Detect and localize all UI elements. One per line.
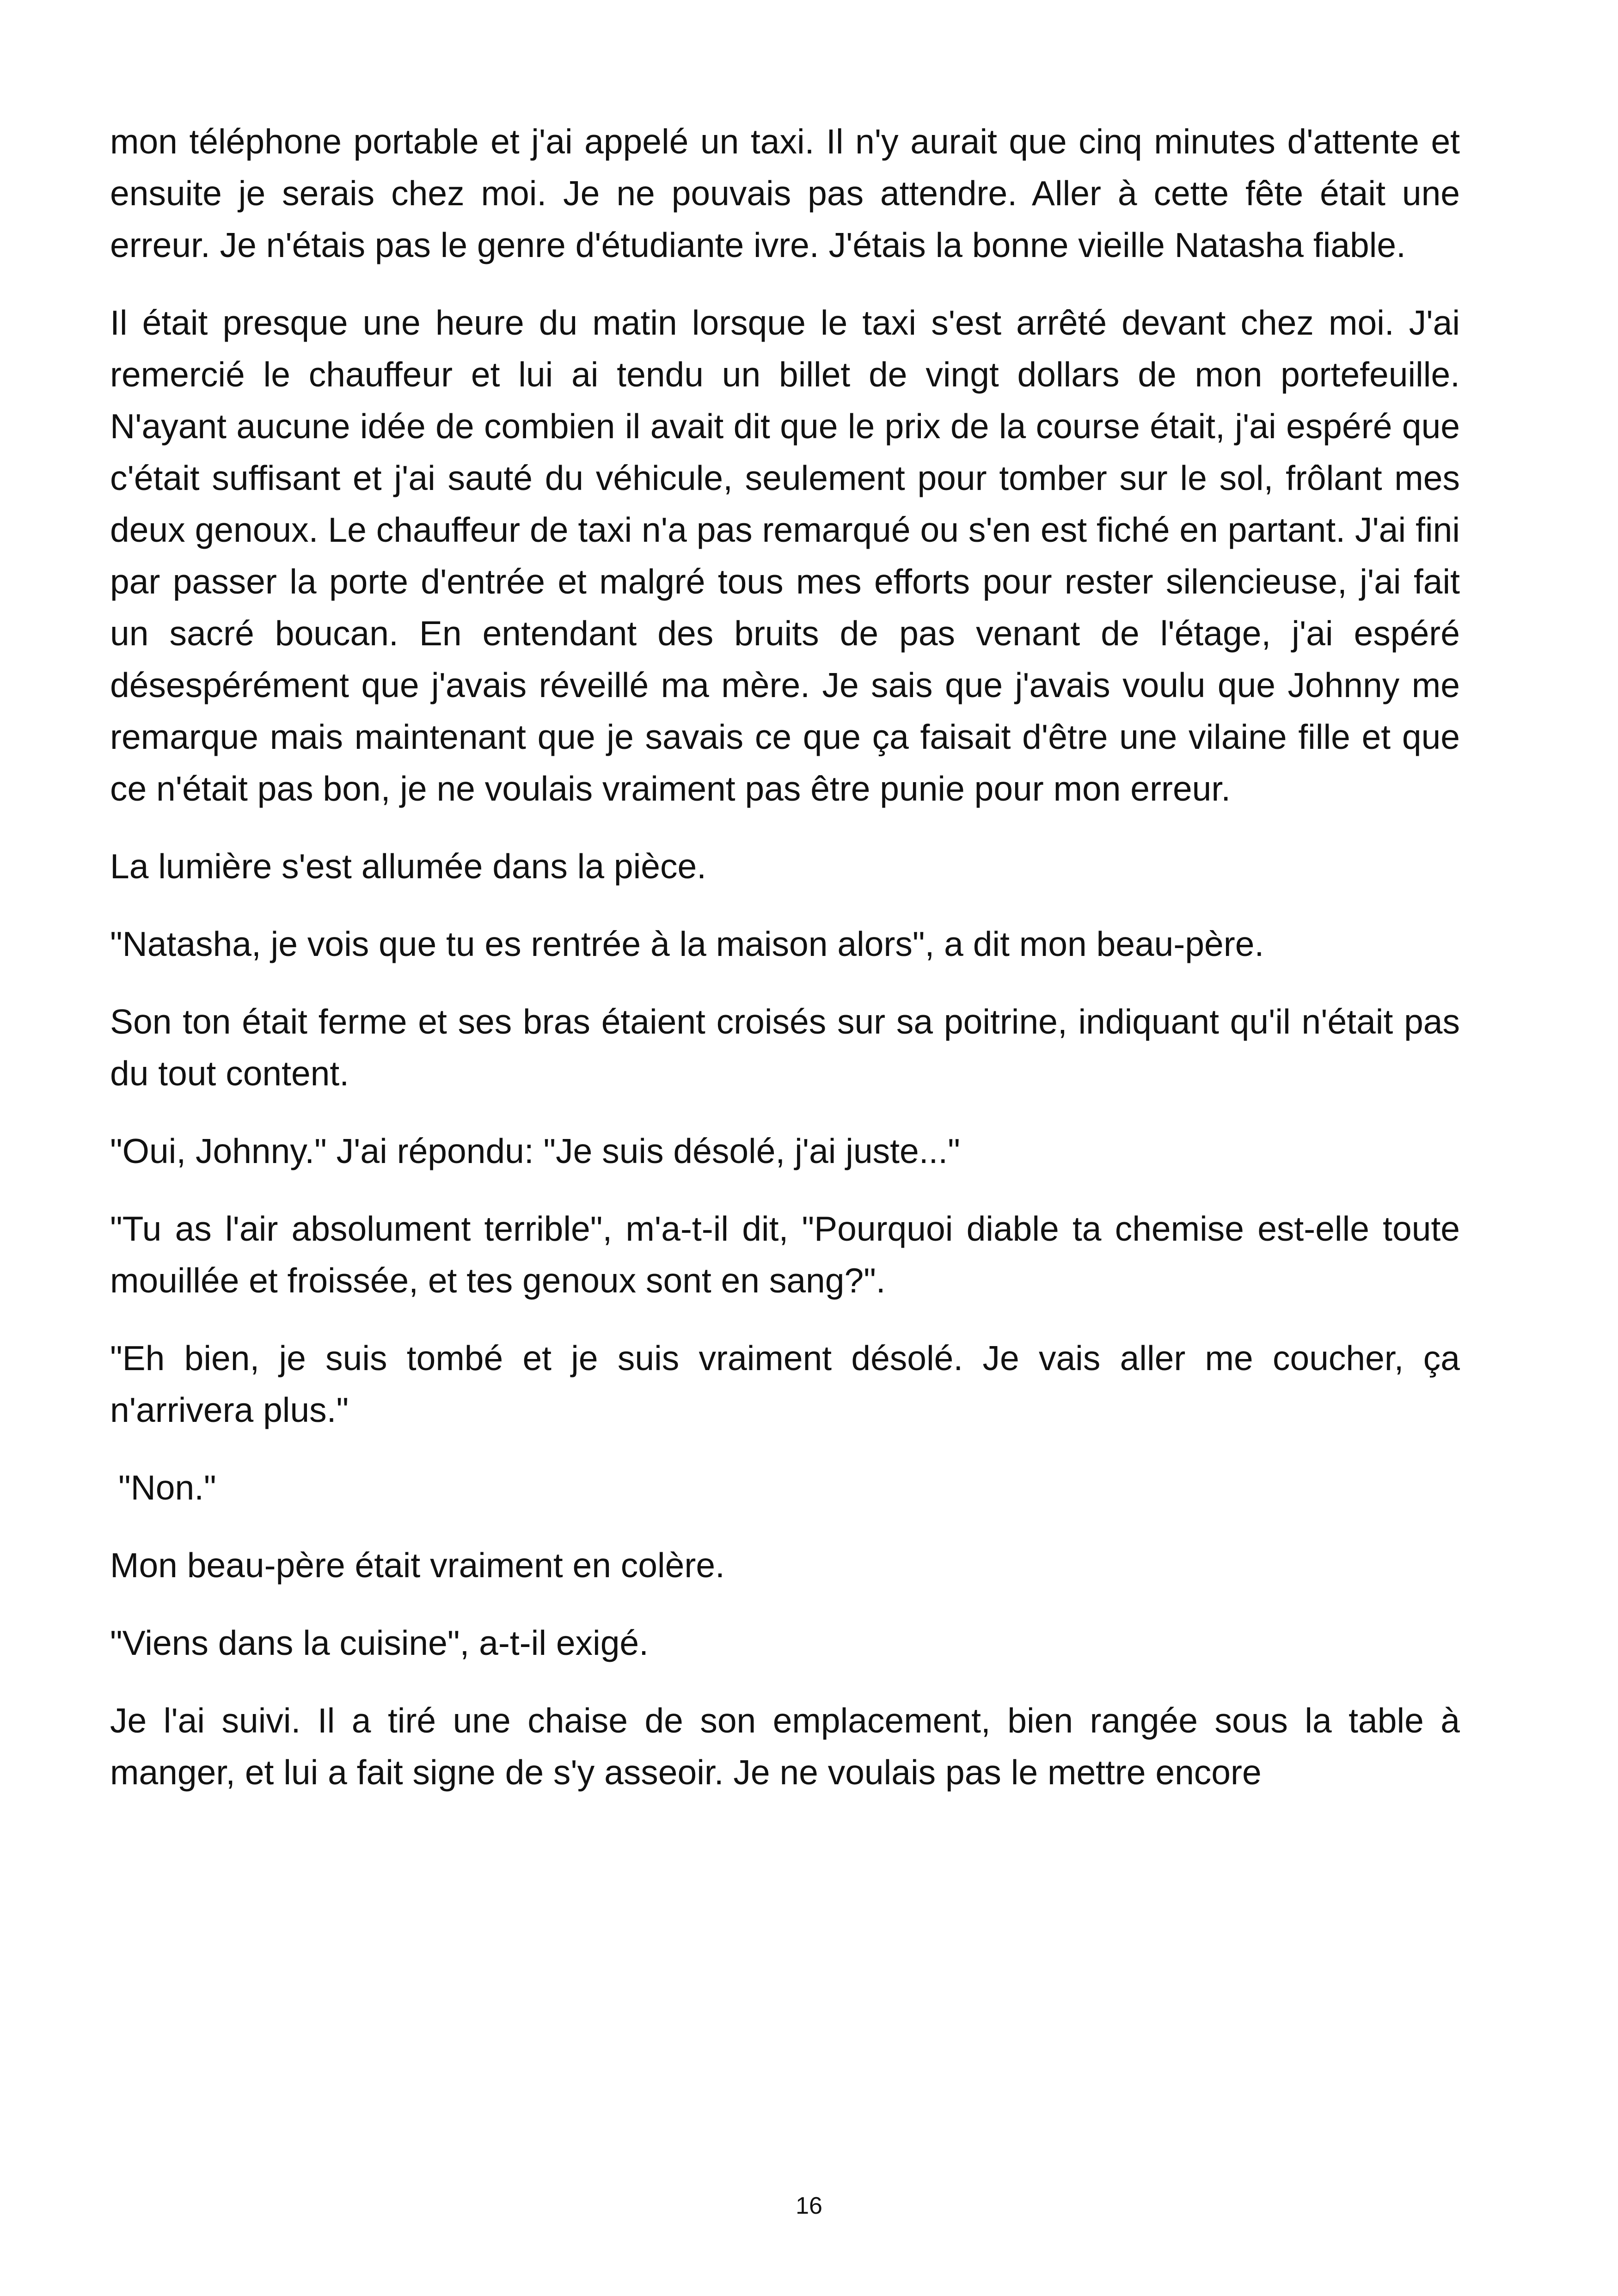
paragraph-8: "Eh bien, je suis tombé et je suis vraiment désolé. Je vais aller me coucher, ça n'arrivera plus.": [110, 1339, 1460, 1429]
paragraph-7: "Tu as l'air absolument terrible", m'a-t-il dit, "Pourquoi diable ta chemise est-elle toute mouillée et froissée, et tes genoux sont en sang?".: [110, 1209, 1460, 1300]
paragraph-11: "Viens dans la cuisine", a-t-il exigé.: [110, 1623, 649, 1662]
paragraph-6: "Oui, Johnny." J'ai répondu: "Je suis désolé, j'ai juste...": [110, 1132, 960, 1170]
paragraph-5: Son ton était ferme et ses bras étaient croisés sur sa poitrine, indiquant qu'il n'était pas du tout content.: [110, 1002, 1460, 1093]
paragraph-9: "Non.": [118, 1468, 216, 1507]
paragraph-3: La lumière s'est allumée dans la pièce.: [110, 847, 707, 886]
page-number: 16: [796, 2192, 822, 2219]
paragraph-4: "Natasha, je vois que tu es rentrée à la maison alors", a dit mon beau-père.: [110, 925, 1264, 963]
body-text: [110, 116, 1460, 1824]
paragraph-10: Mon beau-père était vraiment en colère.: [110, 1546, 725, 1585]
paragraph-12: Je l'ai suivi. Il a tiré une chaise de son emplacement, bien rangée sous la table à manger, et lui a fait signe de s'y asseoir. Je ne voulais pas le mettre encore: [110, 1701, 1460, 1792]
paragraph-2: Il était presque une heure du matin lorsque le taxi s'est arrêté devant chez moi. J'ai remercié le chauffeur et lui ai tendu un billet de vingt dollars de mon portefeuille. N'ayant aucune idée de combien il avait dit que le prix de la course était, j'ai espéré que c'était suffisant et j'ai sauté du véhicule, seulement pour tomber sur le sol, frôlant mes deux genoux. Le chauffeur de taxi n'a pas remarqué ou s'en est fiché en partant. J'ai fini par passer la porte d'entrée et malgré tous mes efforts pour rester silencieuse, j'ai fait un sacré boucan. En entendant des bruits de pas venant de l'étage, j'ai espéré désespérément que j'avais réveillé ma mère. Je sais que j'avais voulu que Johnny me remarque mais maintenant que je savais ce que ça faisait d'être une vilaine fille et que ce n'était pas bon, je ne voulais vraiment pas être punie pour mon erreur.: [110, 303, 1460, 808]
paragraph-1: mon téléphone portable et j'ai appelé un taxi. Il n'y aurait que cinq minutes d'attente et ensuite je serais chez moi. Je ne pouvais pas attendre. Aller à cette fête était une erreur. Je n'étais pas le genre d'étudiante ivre. J'étais la bonne vieille Natasha fiable.: [110, 122, 1460, 264]
